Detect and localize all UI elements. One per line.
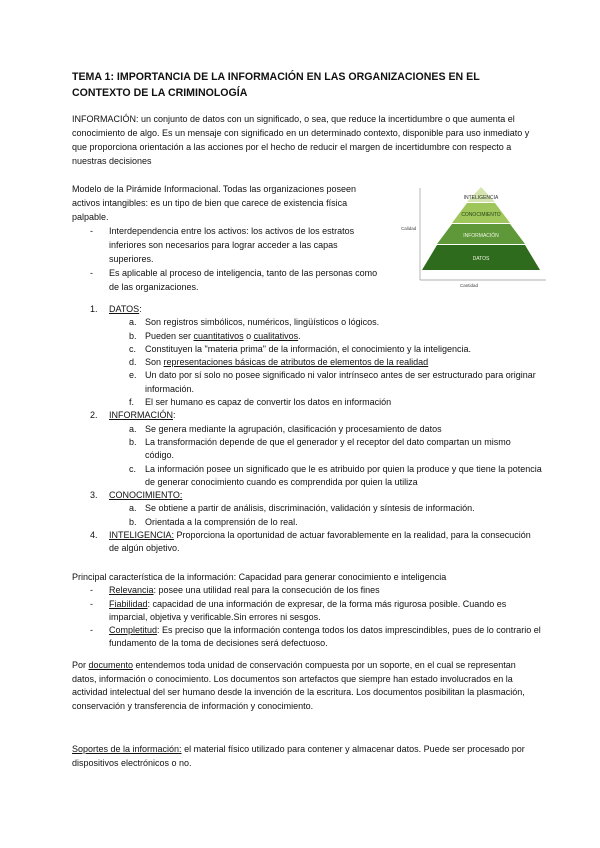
item-text: Un dato por sí solo no posee significado ni valor intrínseco antes de ser estructurado para originar información. <box>145 370 536 394</box>
paragraph-text: el material físico utilizado para contener y almacenar datos. Puede ser procesado por dispositivos electrónicos o no. <box>72 744 525 768</box>
documento-paragraph <box>72 659 532 713</box>
pyramid-diagram <box>398 182 548 292</box>
list-number: 1. <box>90 304 98 314</box>
sub-list <box>109 423 542 489</box>
item-text: : capacidad de una información de expresar, de la forma más rigurosa posible. Cuando es imparcial, objetiva y verificable.Sin errores ni sesgos. <box>109 598 507 622</box>
modelo-text: Modelo de la Pirámide Informacional. Todas las organizaciones poseen activos intangibles: es un tipo de bien que carece de existencia física palpable. <box>72 184 357 222</box>
principal-text: Principal característica de la información: Capacidad para generar conocimiento e inteligencia <box>72 572 447 582</box>
list-item <box>109 316 542 329</box>
page-title: TEMA 1: IMPORTANCIA DE LA INFORMACIÓN EN LAS ORGANIZACIONES EN EL CONTEXTO DE LA CRIMINOLOGÍA <box>72 71 480 99</box>
item-term: Completitud <box>109 625 158 636</box>
list-item <box>72 624 542 651</box>
section-heading: CONOCIMIENTO: <box>109 490 183 501</box>
list-letter: c. <box>129 463 137 474</box>
item-text: : Es preciso que la información contenga todos los datos imprescindibles, pues de lo contrario el fundamento de la toma de decisiones será defectuoso. <box>109 625 541 649</box>
paragraph-text: entendemos toda unidad de conservación compuesta por un soporte, en el cual se representan datos, información o conocimiento. Los documentos son artefactos que siempre han estado involucrados en la actividad intelectual del ser humano desde la invención de la escritura. Los documentos posibilitan la plasmación, conservación y transferencia de información y conocimiento. <box>72 660 525 711</box>
list-item <box>72 598 542 625</box>
heading-suffix: : <box>173 410 176 421</box>
x-axis-label: Cantidad <box>460 283 479 288</box>
item-text: Constituyen la "materia prima" de la información, el conocimiento y la inteligencia. <box>145 343 472 354</box>
modelo-section <box>72 182 382 294</box>
item-term: Relevancia <box>109 585 154 596</box>
item-text: Son registros simbólicos, numéricos, lingüísticos o lógicos. <box>145 317 380 328</box>
list-item <box>109 343 542 356</box>
section-inline-text: Proporciona la oportunidad de actuar favorablemente en la realidad, para la consecución de algún objetivo. <box>109 530 531 554</box>
list-item <box>109 502 542 515</box>
item-text: Se obtiene a partir de análisis, discriminación, validación y síntesis de información. <box>145 503 475 514</box>
paragraph-term: documento <box>88 660 134 670</box>
list-letter: d. <box>129 357 137 368</box>
main-numbered-list <box>72 303 542 556</box>
section-informacion <box>72 409 542 489</box>
item-text: La información posee un significado que le es atribuido por quien la produce y que tiene la potencia de generar conocimiento cuando es comprendida por quien la utiliza <box>145 463 542 487</box>
heading-suffix: : <box>139 304 142 314</box>
list-letter: b. <box>129 436 137 447</box>
intro-paragraph: INFORMACIÓN: un conjunto de datos con un significado, o sea, que reduce la incertidumbre o que aumenta el conocimiento de algo. Es un mensaje con significado en un determinado contexto, disponible para uso inmediato y que proporciona orientación a las acciones por el hecho de reducir el margen de incertidumbre con respecto a nuestras decisiones <box>72 114 530 166</box>
item-text: o <box>243 330 254 341</box>
list-item <box>109 396 542 409</box>
section-inteligencia <box>72 529 542 556</box>
pyramid-label: CONOCIMIENTO <box>461 212 501 218</box>
list-letter: b. <box>129 330 137 341</box>
section-heading: INFORMACIÓN <box>109 410 173 421</box>
item-text: Son <box>145 357 164 368</box>
list-item <box>109 330 542 343</box>
list-letter: c. <box>129 343 137 354</box>
list-item <box>109 356 542 369</box>
list-item <box>109 369 542 396</box>
list-number: 4. <box>90 530 98 541</box>
list-item <box>109 423 542 436</box>
sub-list <box>109 502 542 529</box>
item-term: cuantitativos <box>193 330 244 341</box>
item-term: Fiabilidad <box>109 598 148 609</box>
list-letter: b. <box>129 516 137 527</box>
y-axis-label: Calidad <box>401 226 417 231</box>
list-number: 2. <box>90 410 98 421</box>
item-text: El ser humano es capaz de convertir los datos en información <box>145 397 392 408</box>
item-text: La transformación depende de que el generador y el receptor del dato compartan un mismo código. <box>145 436 511 461</box>
paragraph-text: Por <box>72 660 89 670</box>
sub-list <box>109 316 542 409</box>
pyramid-label: DATOS <box>472 256 490 262</box>
list-item <box>72 584 542 597</box>
list-letter: f. <box>129 397 135 408</box>
list-letter: a. <box>129 423 137 434</box>
item-text: . <box>298 330 301 341</box>
item-term: representaciones básicas de atributos de elementos de la realidad <box>163 357 429 368</box>
section-heading: INTELIGENCIA: <box>109 530 175 541</box>
list-item <box>109 436 542 463</box>
item-text: Pueden ser <box>145 330 194 341</box>
modelo-bullets <box>72 224 382 294</box>
list-item <box>109 463 542 490</box>
item-text: : posee una utilidad real para la consecución de los fines <box>153 585 380 596</box>
list-letter: e. <box>129 370 137 381</box>
item-text: Orientada a la comprensión de lo real. <box>145 516 298 527</box>
list-number: 3. <box>90 490 98 501</box>
section-datos <box>72 303 542 409</box>
section-heading: DATOS <box>109 304 140 314</box>
principal-section <box>72 571 542 651</box>
item-text: Se genera mediante la agrupación, clasificación y procesamiento de datos <box>145 423 442 434</box>
list-item: - Interdependencia entre los activos: los activos de los estratos inferiores son necesarios para lograr acceder a las capas superiores. <box>72 224 382 266</box>
list-letter: a. <box>129 317 137 328</box>
principal-bullets <box>72 584 542 650</box>
section-conocimiento <box>72 489 542 529</box>
list-item <box>109 516 542 529</box>
soportes-paragraph <box>72 743 532 770</box>
list-item: - Es aplicable al proceso de inteligencia, tanto de las personas como de las organizaciones. <box>72 266 382 294</box>
pyramid-label: INTELIGENCIA <box>463 195 499 201</box>
list-letter: a. <box>129 503 137 514</box>
item-term: cualitativos <box>253 330 299 341</box>
paragraph-term: Soportes de la información: <box>72 744 182 754</box>
pyramid-label: INFORMACIÓN <box>463 233 499 239</box>
